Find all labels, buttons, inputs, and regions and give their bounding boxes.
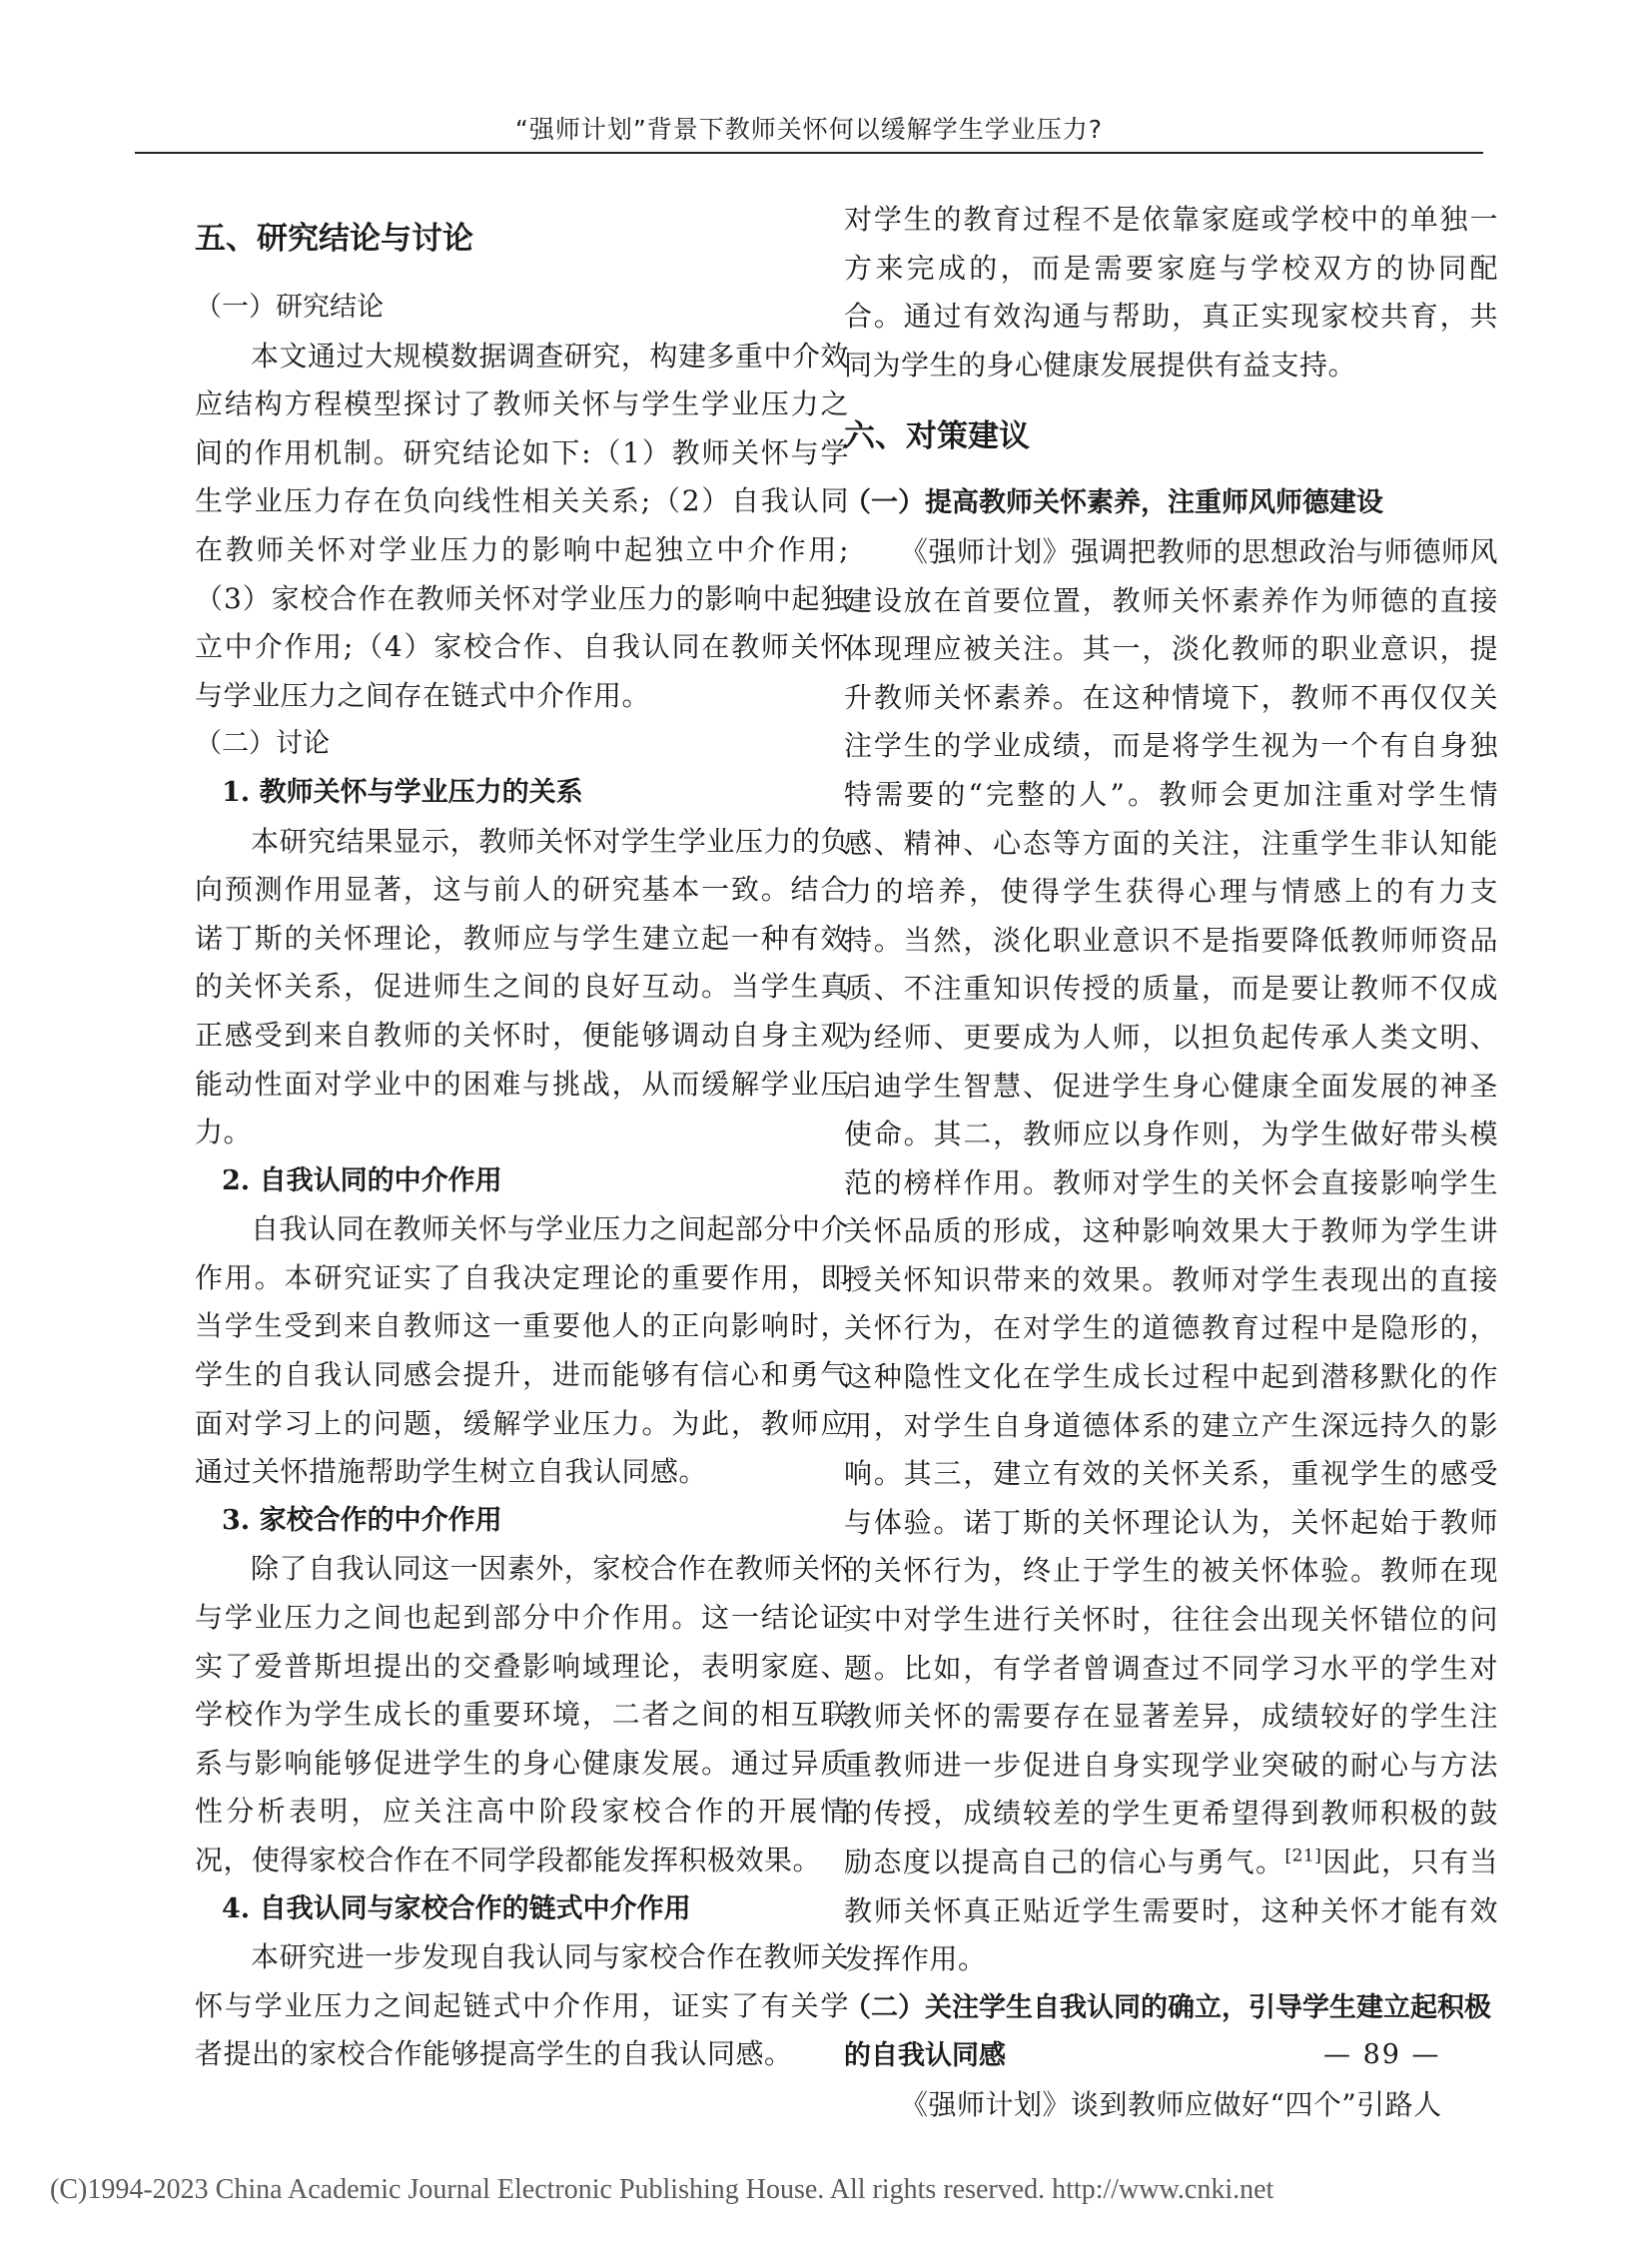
subsection-self-identity-title: （二）关注学生自我认同的确立，引导学生建立起积极的自我认同感 — [844, 1991, 1491, 2072]
paragraph-conclusion: 本文通过大规模数据调查研究，构建多重中介效应结构方程模型探讨了教师关怀与学生学业压力之间的作用机制。研究结论如下:（1）教师关怀与学生学业压力存在负向线性相关关系;（2）自我认同在教师关怀对学业压力的影响中起独立中介作用;（3）家校合作在教师关怀对学业压力的影响中起独立中介作用;（4）家校合作、自我认同在教师关怀与学业压力之间存在链式中介作用。 — [195, 339, 849, 712]
paragraph-self-identity: 《强师计划》谈到教师应做好“四个”引路人 — [900, 2087, 1442, 2121]
paragraph-discussion-2: 自我认同在教师关怀与学业压力之间起部分中介作用。本研究证实了自我决定理论的重要作用，即当学生受到来自教师这一重要他人的正向影响时，学生的自我认同感会提升，进而能够有信心和勇气面对学习上的问题，缓解学业压力。为此，教师应通过关怀措施帮助学生树立自我认同感。 — [195, 1212, 849, 1489]
subsection-teacher-care-title: （一）提高教师关怀素养，注重师风师德建设 — [844, 487, 1383, 519]
running-head: “强师计划”背景下教师关怀何以缓解学生学业压力? — [514, 115, 1104, 144]
page-number: — 89 — — [1323, 2039, 1441, 2070]
citation-21: [21] — [1284, 1846, 1322, 1867]
copyright-footer: (C)1994-2023 China Academic Journal Electronic Publishing House. All rights reserved. http://www.cnki.net — [50, 2174, 1274, 2205]
discussion-item-1: 1. 教师关怀与学业压力的关系 — [222, 776, 583, 808]
subsection-discussion-title: （二）讨论 — [195, 728, 330, 760]
header-rule — [135, 152, 1483, 154]
discussion-item-4: 4. 自我认同与家校合作的链式中介作用 — [222, 1892, 691, 1924]
discussion-item-3: 3. 家校合作的中介作用 — [222, 1504, 502, 1536]
section-6-title: 六、对策建议 — [844, 418, 1030, 455]
section-5-title: 五、研究结论与讨论 — [195, 221, 473, 257]
paragraph-discussion-3: 除了自我认同这一因素外，家校合作在教师关怀与学业压力之间也起到部分中介作用。这一结论证实了爱普斯坦提出的交叠影响域理论，表明家庭、学校作为学生成长的重要环境，二者之间的相互联系与影响能够促进学生的身心健康发展。通过异质性分析表明，应关注高中阶段家校合作的开展情况，使得家校合作在不同学段都能发挥积极效果。 — [195, 1552, 849, 1876]
right-column — [844, 196, 1498, 2130]
discussion-item-2: 2. 自我认同的中介作用 — [222, 1164, 502, 1196]
left-column — [195, 200, 849, 2079]
subsection-conclusion-title: （一）研究结论 — [195, 292, 384, 323]
paragraph-teacher-care-text: 《强师计划》强调把教师的思想政治与师德师风建设放在首要位置，教师关怀素养作为师德的直接体现理应被关注。其一，淡化教师的职业意识，提升教师关怀素养。在这种情境下，教师不再仅仅关注学生的学业成绩，而是将学生视为一个有自身独特需要的“完整的人”。教师会更加注重对学生情感、精神、心态等方面的关注，注重学生非认知能力的培养，使得学生获得心理与情感上的有力支持。当然，淡化职业意识不是指要降低教师师资品质、不注重知识传授的质量，而是要让教师不仅成为经师、更要成为人师，以担负起传承人类文明、启迪学生智慧、促进学生身心健康全面发展的神圣使命。其二，教师应以身作则，为学生做好带头模范的榜样作用。教师对学生的关怀会直接影响学生关怀品质的形成，这种影响效果大于教师为学生讲授关怀知识带来的效果。教师对学生表现出的直接关怀行为，在对学生的道德教育过程中是隐形的，这种隐性文化在学生成长过程中起到潜移默化的作用，对学生自身道德体系的建立产生深远持久的影响。其三，建立有效的关怀关系，重视学生的感受与体验。诺丁斯的关怀理论认为，关怀起始于教师的关怀行为，终止于学生的被关怀体验。教师在现实中对学生进行关怀时，往往会出现关怀错位的问题。比如，有学者曾调查过不同学习水平的学生对教师关怀的需要存在显著差异，成绩较好的学生注重教师进一步促进自身实现学业突破的耐心与方法的传授，成绩较差的学生更希望得到教师积极的鼓励态度以提高自己的信心与勇气。 — [844, 534, 1498, 1878]
paragraph-discussion-4: 本研究进一步发现自我认同与家校合作在教师关怀与学业压力之间起链式中介作用，证实了有关学者提出的家校合作能够提高学生的自我认同感。 — [195, 1940, 849, 2071]
paragraph-continued: 对学生的教育过程不是依靠家庭或学校中的单独一方来完成的，而是需要家庭与学校双方的协同配合。通过有效沟通与帮助，真正实现家校共育，共同为学生的身心健康发展提供有益支持。 — [844, 203, 1498, 381]
paragraph-discussion-1: 本研究结果显示，教师关怀对学生学业压力的负向预测作用显著，这与前人的研究基本一致。结合诺丁斯的关怀理论，教师应与学生建立起一种有效的关怀关系，促进师生之间的良好互动。当学生真正感受到来自教师的关怀时，便能够调动自身主观能动性面对学业中的困难与挑战，从而缓解学业压力。 — [195, 824, 849, 1149]
paragraph-teacher-care — [844, 528, 1498, 1984]
paragraph-teacher-care-tail: 因此，只有当教师关怀真正贴近学生需要时，这种关怀才能有效发挥作用。 — [844, 1846, 1498, 1976]
